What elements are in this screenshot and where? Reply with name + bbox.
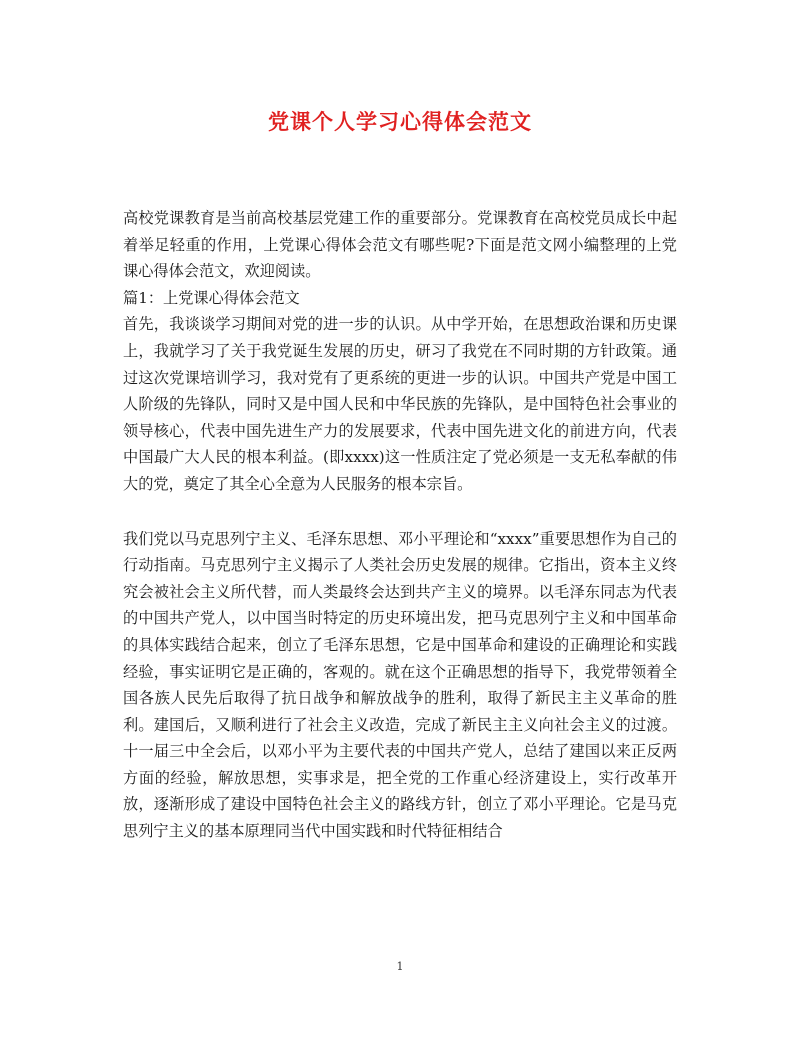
paragraph-gap [123, 498, 677, 526]
body-paragraph: 首先，我谈谈学习期间对党的进一步的认识。从中学开始，在思想政治课和历史课上，我就学习了关于我党诞生发展的历史，研习了我党在不同时期的方针政策。通过这次党课培训学习，我对党有了更系统的更进一步的认识。中国共产党是中国工人阶级的先锋队，同时又是中国人民和中华民族的先锋队，是中国特色社会事业的领导核心，代表中国先进生产力的发展要求，代表中国先进文化的前进方向，代表中国最广大人民的根本利益。(即xxxx)这一性质注定了党必须是一支无私奉献的伟大的党，奠定了其全心全意为人民服务的根本宗旨。 [123, 315, 677, 493]
section-heading: 篇1：上党课心得体会范文 [123, 288, 300, 307]
page-number: 1 [396, 960, 404, 973]
document-body [123, 205, 677, 845]
body-paragraph: 我们党以马克思列宁主义、毛泽东思想、邓小平理论和“xxxx”重要思想作为自己的行动指南。马克思列宁主义揭示了人类社会历史发展的规律。它指出，资本主义终究会被社会主义所代替，而人类最终会达到共产主义的境界。以毛泽东同志为代表的中国共产党人，以中国当时特定的历史环境出发，把马克思列宁主义和中国革命的具体实践结合起来，创立了毛泽东思想，它是中国革命和建设的正确理论和实践经验，事实证明它是正确的，客观的。就在这个正确思想的指导下，我党带领着全国各族人民先后取得了抗日战争和解放战争的胜利，取得了新民主主义革命的胜利。建国后，又顺利进行了社会主义改造，完成了新民主主义向社会主义的过渡。十一届三中全会后，以邓小平为主要代表的中国共产党人，总结了建国以来正反两方面的经验，解放思想，实事求是，把全党的工作重心经济建设上，实行改革开放，逐渐形成了建设中国特色社会主义的路线方针，创立了邓小平理论。它是马克思列宁主义的基本原理同当代中国实践和时代特征相结合 [123, 529, 677, 841]
document-title: 党课个人学习心得体会范文 [268, 109, 532, 134]
intro-paragraph: 高校党课教育是当前高校基层党建工作的重要部分。党课教育在高校党员成长中起着举足轻重的作用，上党课心得体会范文有哪些呢?下面是范文网小编整理的上党课心得体会范文，欢迎阅读。 [123, 209, 677, 281]
